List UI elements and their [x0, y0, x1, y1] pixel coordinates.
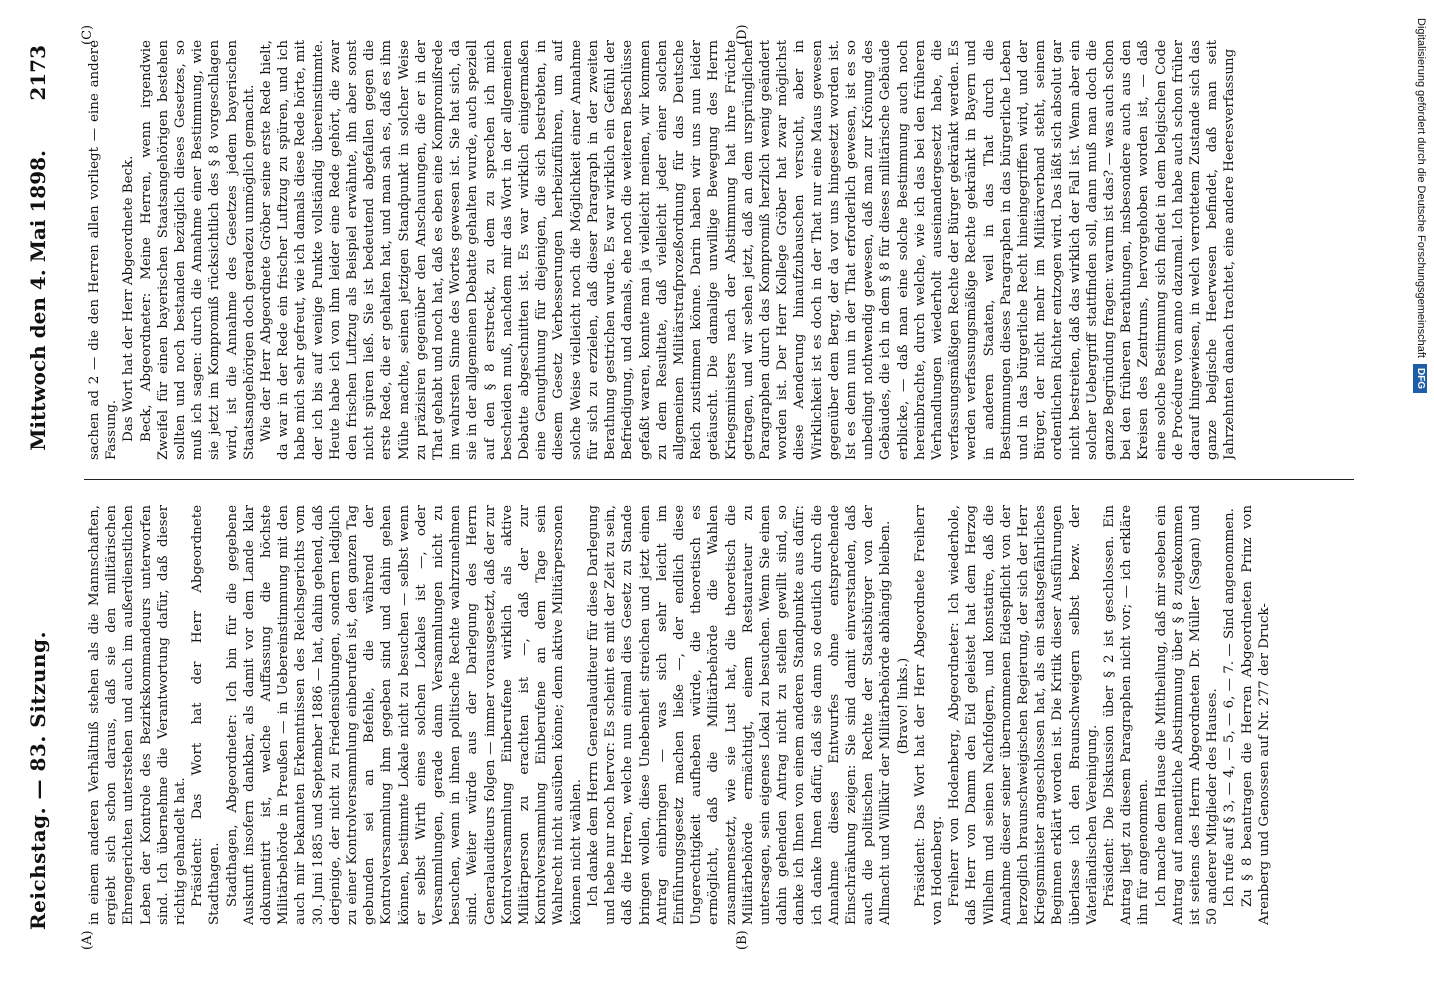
page-number: 2173: [26, 45, 50, 101]
header-left: Reichstag. — 83. Sitzung.: [26, 631, 50, 930]
paragraph: Präsident: Die Diskussion über § 2 ist geschlossen. Ein Antrag liegt zu diesem Paragraphen nicht vor; — ich erkläre ihn für angenommen.: [1101, 505, 1152, 925]
sidebar-credit-text: Digitalisierung gefördert durch die Deutsche Forschungsgemeinschaft: [1415, 18, 1427, 358]
paragraph: Ich rufe auf § 3, — 4, — 5, — 6, — 7. — Sind angenommen.: [1222, 508, 1238, 907]
margin-letter-d: (D): [735, 24, 750, 45]
paragraph: Ich mache dem Hause die Mittheilung, daß mir soeben ein Antrag auf namentliche Abstimmung über § 8 zugekommen ist seitens des Herrn Abgeordneten Dr. Müller (Sagan) und 50 anderer Mitglieder des Hauses.: [1153, 505, 1221, 925]
paragraph: Ich danke dem Herrn Generalauditeur für diese Darlegung und hebe nur noch hervor: Es scheint es mit der Zeit zu sein, daß die Herren, welche nun einmal dies Gesetz zu Stande bringen wollen, diese Unebenheit streichen und jetzt einen Antrag einbringen — was sich sehr leicht im Einführungsgesetz machen ließe —, der endlich diese Ungerechtigkeit aufheben würde, die theoretisch es ermöglicht, daß die Militärbehörde die Wahlen zusammensetzt, wie sie Lust hat, die theoretisch die Militärbehörde ermächtigt, einem Restaurateur zu untersagen, sein eigenes Lokal zu besuchen. Wenn Sie einen dahin gehenden Antrag nicht zu stellen gewillt sind, so danke ich Ihnen von einem anderen Standpunkte aus dafür: ich danke Ihnen dafür, daß sie dann so deutlich durch die Annahme dieses Entwurfes ohne entsprechende Einschränkung zeigen: Sie sind damit einverstanden, daß auch die politischen Rechte der Staatsbürger von der Allmacht und Willkür der Militärbehörde abhängig bleiben.: [585, 505, 894, 925]
digitization-sidebar: [1410, 10, 1432, 990]
paragraph: Wie der Herr Abgeordnete Gröber seine erste Rede hielt, da war in der Rede ein frischer Luftzug zu spüren, und ich habe mich sehr gefreut, wie ich damals diese Rede hörte, mit der ich bis auf wenige Punkte vollständig übereinstimmte. Heute habe ich von ihm leider eine Rede gehört, die zwar den frischen Luftzug als Beispiel erwähnte, ihn aber sonst nicht spüren ließ. Sie ist bedeutend abgefallen gegen die erste Rede, die er gehalten hat, und man sah es, daß es ihm Mühe machte, seinen jetzigen Standpunkt in solcher Weise zu präzisiren gegenüber den Anschauungen, die er in der That gehabt und noch hat, daß es eben eine Kompromißrede im wahrsten Sinne des Wortes gewesen ist. Sie hat sich, da sie in der allgemeinen Debatte gehalten wurde, auch speziell auf den § 8 erstreckt, zu dem zu sprechen ich mich bescheiden muß, nachdem mir das Wort in der allgemeinen Debatte abgeschnitten ist. Es war wirklich einigermaßen eine Genugthuung für diejenigen, die sich bestrebten, in diesem Gesetz Verbesserungen herbeizuführen, um auf solche Weise vielleicht noch die Möglichkeit einer Annahme für sich zu erzielen, daß dieser Paragraph in der zweiten Berathung gestrichen wurde. Es war wirklich ein Gefühl der Befriedigung, und damals, ehe noch die weiteren Beschlüsse gefaßt waren, konnte man ja vielleicht meinen, wir kommen zu dem Resultate, daß vielleicht jeder einer solchen allgemeinen Militärstrafprozeßordnung für das Deutsche Reich zustimmen könne. Darin haben wir uns nun leider getäuscht. Die damalige unwillige Bewegung des Herrn Kriegsministers nach der Abstimmung hat ihre Früchte getragen, und wir sehen jetzt, daß an dem ursprünglichen Paragraphen durch das Kompromiß herzlich wenig geändert worden ist. Der Herr Kollege Gröber hat zwar möglichst diese Aenderung hinaufzubauschen versucht, aber in Wirklichkeit ist es doch in der That nur eine Maus gewesen gegenüber dem Berg, der da vor uns hingesetzt worden ist. Ist es denn nun in der That erforderlich gewesen, ist es so unbedingt nothwendig gewesen, daß man zur Krönung des Gebäudes, die ich in dem § 8 für dieses militärische Gebäude erblicke, — daß man eine solche Bestimmung auch noch hereinbrachte, durch welche, wie ich das bei den früheren Verhandlungen wiederholt auseinandergesetzt habe, die verfassungsmäßigen Rechte der Bürger gekränkt werden. Es werden verfassungsmäßige Rechte gekränkt in Bayern und in anderen Staaten, weil in das That durch die Bestimmungen dieses Paragraphen in das bürgerliche Leben und in das bürgerliche Recht hineingegriffen wird, und der Bürger, der nicht mehr im Militärverband steht, seinem ordentlichen Richter entzogen wird. Das läßt sich absolut gar nicht bestreiten, daß das wirklich der Fall ist. Wenn aber ein solcher Uebergriff stattfinden soll, dann muß man doch die ganze Begründung fragen: warum ist das? — was auch schon bei den früheren Berathungen, insbesondere auch aus den Kreisen des Zentrums, hervorgehoben worden ist, — daß eine solche Bestimmung sich findet in dem belgischen Code de Procédure von anno dazumal. Ich habe auch schon früher darauf hingewiesen, in welch verrottetem Zustande sich das ganze belgische Heerwesen befindet, daß man seit Jahrzehnten danach trachtet, eine andere Heeresverfassung: [259, 40, 1238, 460]
paragraph: Zu § 8 beantragen die Herren Abgeordneten Prinz von Arenberg und Genossen auf Nr. 277 der Druck-: [1239, 505, 1272, 925]
paragraph: Präsident: Das Wort hat der Herr Abgeordnete Freiherr von Hodenberg.: [912, 505, 945, 925]
paragraph: Das Wort hat der Herr Abgeordnete Beck.: [121, 155, 137, 442]
paragraph: (Bravo! links.): [895, 657, 911, 755]
paragraph: Beck, Abgeordneter: Meine Herren, wenn irgendwie Zweifel für einen bayerischen Staatsangehörigen bestehen sollten und noch bestanden bezüglich dieses Gesetzes, so muß ich sagen: durch die Annahme einer Bestimmung, wie sie jetzt im Kompromiß rücksichtlich des § 8 vorgeschlagen wird, ist die Annahme des Gesetzes jedem bayerischen Staatsangehörigen doch geradezu unmöglich gemacht.: [138, 40, 257, 460]
paragraph: Präsident: Das Wort hat der Herr Abgeordnete Stadthagen.: [190, 505, 223, 925]
sidebar-credit: [1410, 10, 1432, 998]
dfg-logo: DFG: [1413, 364, 1427, 393]
column-right: [86, 40, 1336, 460]
margin-letter-a: (A): [80, 930, 95, 950]
header-date: Mittwoch den 4. Mai 1898.: [26, 150, 50, 451]
column-divider: [84, 479, 1354, 480]
column-left: [86, 505, 1336, 925]
paragraph: Freiherr von Hodenberg, Abgeordneter: Ich wiederhole, daß Herr von Damm den Eid geleistet hat dem Herzog Wilhelm und seinen Nachfolgern, und konstatire, daß die Annahme dieser seiner übernommenen Eidespflicht von der herzoglich braunschweigischen Regierung, der sich der Herr Kriegsminister angeschlossen hat, als ein staatsgefährliches Beginnen erklärt worden ist. Die Kritik dieser Ausführungen überlasse ich den Braunschweigern selbst bezw. der Vaterländischen Vereinigung.: [947, 505, 1100, 925]
paragraph: in einem anderen Verhältniß stehen als die Mannschaften, ergiebt sich schon daraus, daß sie den militärischen Ehrengerichten unterstehen und auch im außerdienstlichen Leben der Kontrole des Bezirkskommandeurs unterworfen sind. Ich übernehme die Verantwortung dafür, daß dieser richtig gehandelt hat.: [87, 505, 189, 925]
paragraph: Stadthagen, Abgeordneter: Ich bin für die gegebene Auskunft insofern dankbar, als damit vor dem Lande klar dokumentirt ist, welche Auffassung die höchste Militärbehörde in Preußen — in Uebereinstimmung mit den auch mir bekannten Erkenntnissen des Reichsgerichts vom 30. Juni 1885 und September 1886 — hat, dahin gehend, daß derjenige, der nicht zu Friedensübungen, sondern lediglich zu einer Kontrolversammlung einberufen ist, den ganzen Tag gebunden sei an Befehle, die während der Kontrolversammlung ihm gegeben sind und dahin gehen können, bestimmte Lokale nicht zu besuchen — selbst wenn er selbst Wirth eines solchen Lokales ist —, oder Versammlungen, gerade dann Versammlungen nicht zu besuchen, wenn in ihnen politische Rechte wahrzunehmen sind. Weiter würde aus der Darlegung des Herrn Generalauditeurs folgen — immer vorausgesetzt, daß der zur Kontrolversammlung Einberufene wirklich als aktive Militärperson zu erachten ist —, daß der zur Kontrolversammlung Einberufene an dem Tage sein Wahlrecht nicht ausüben könne; denn aktive Militärpersonen können nicht wählen.: [224, 505, 584, 925]
running-header: [18, 40, 78, 960]
margin-letter-c: (C): [80, 24, 95, 45]
margin-letter-b: (B): [735, 930, 750, 950]
paragraph: sachen ad 2 — die den Herren allen vorliegt — eine andere Fassung.: [87, 40, 120, 460]
